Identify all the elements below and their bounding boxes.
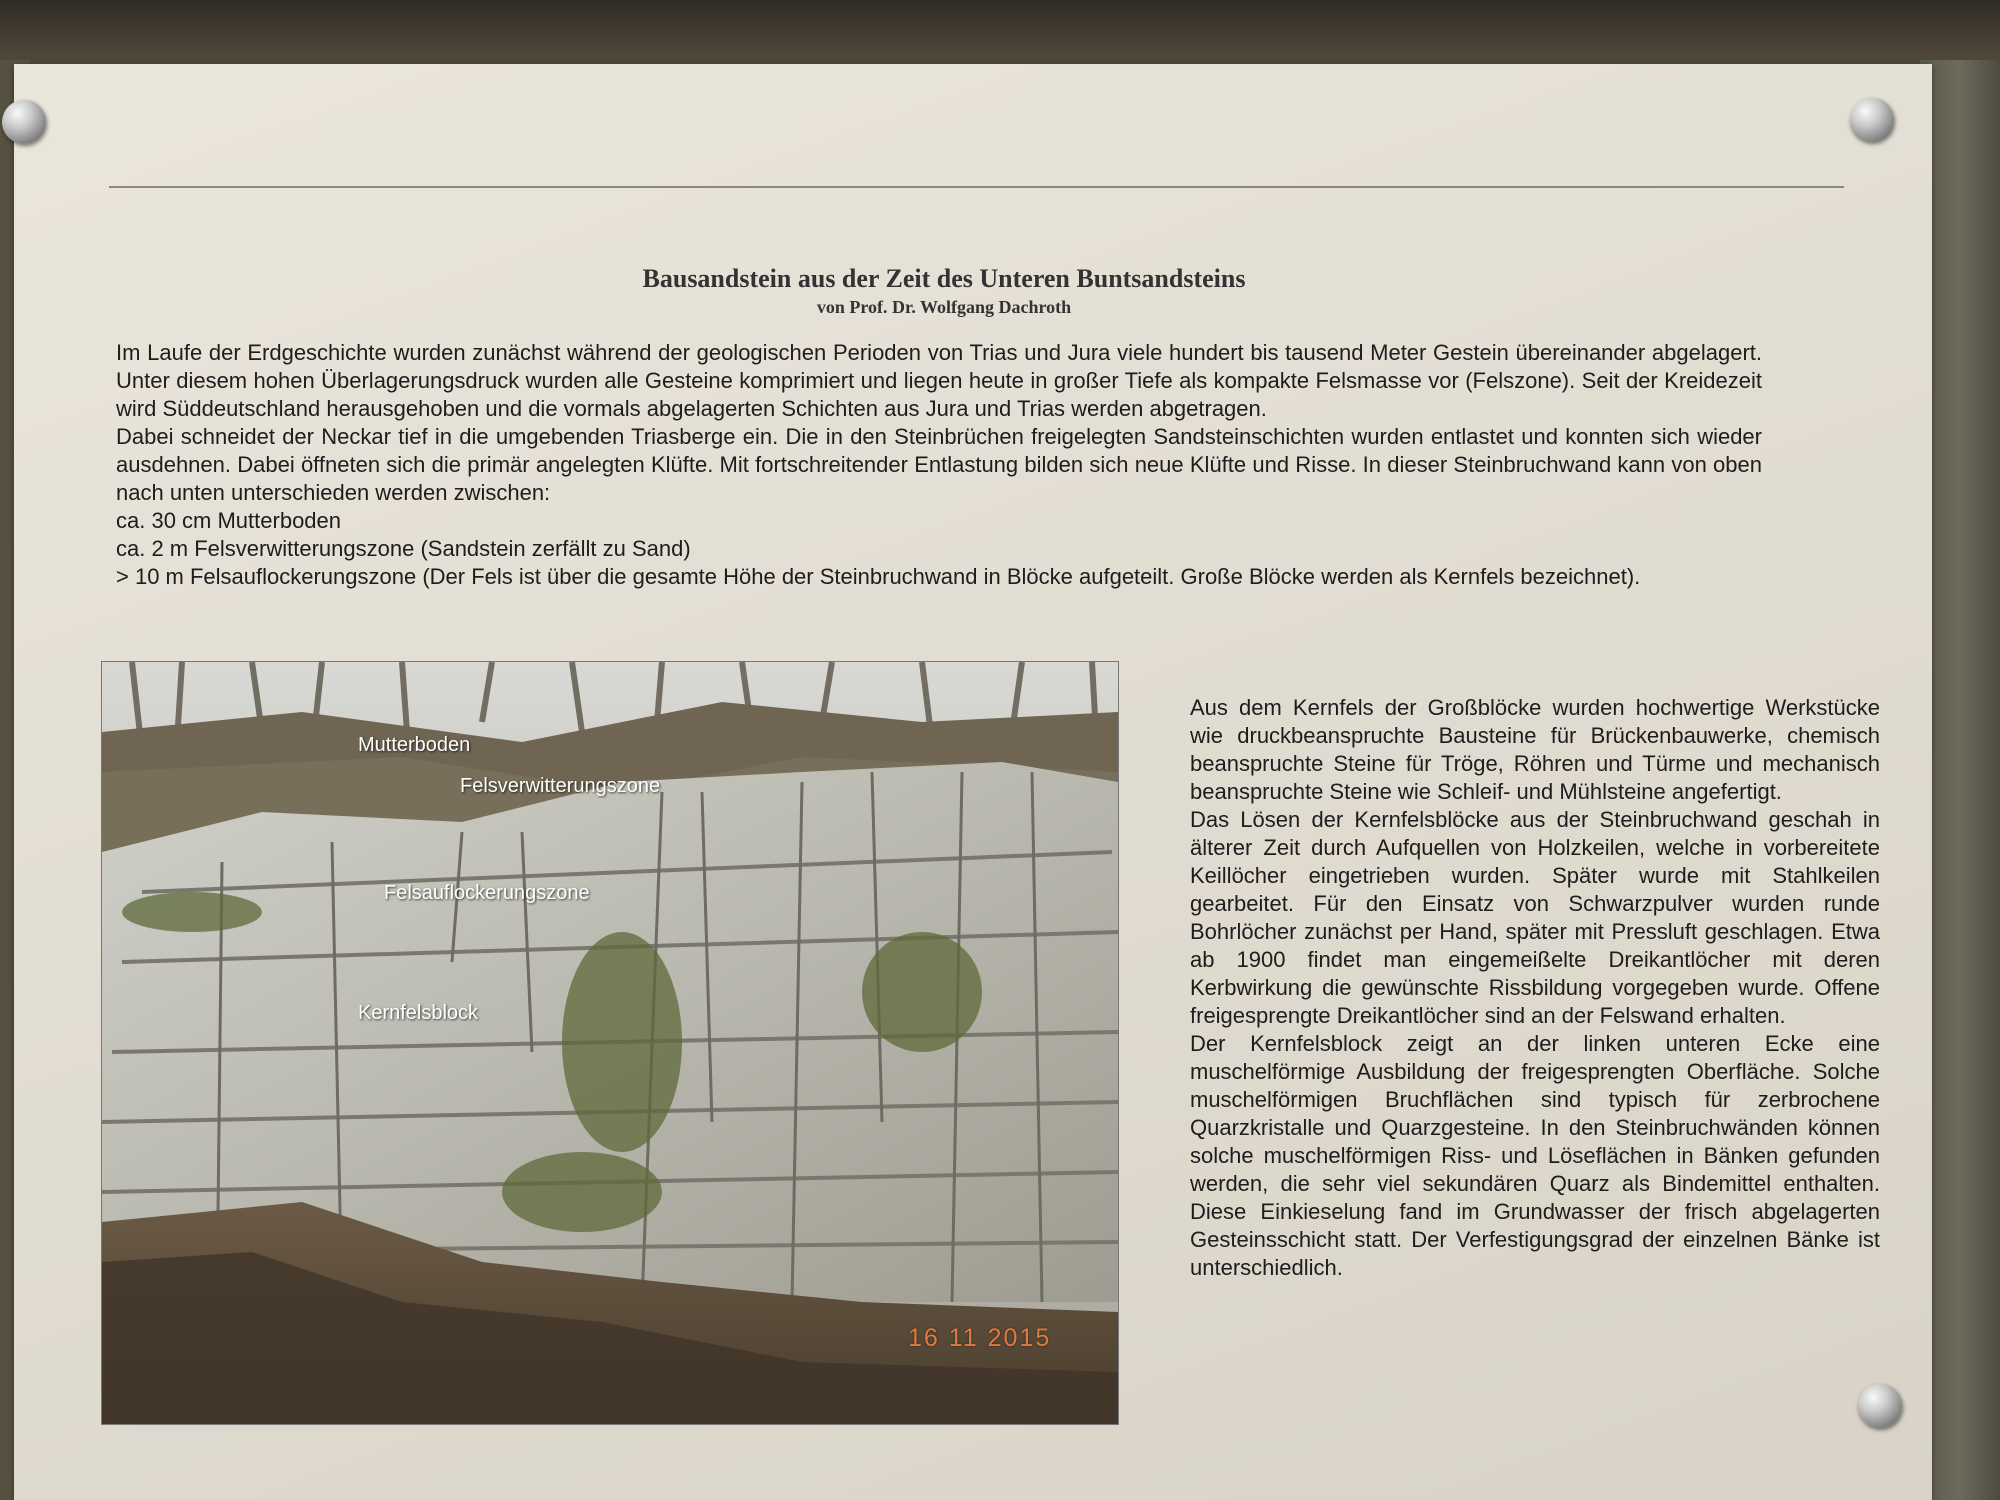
right-text-column	[1190, 694, 1880, 1282]
screw-top-right-icon	[1850, 98, 1894, 142]
photo-label-auflockerungszone: Felsauflockerungszone	[384, 882, 590, 904]
intro-paragraph-1: Im Laufe der Erdgeschichte wurden zunächst während der geologischen Perioden von Trias und Jura viele hundert bis tausend Meter Gestein übereinander abgelagert. Unter diesem hohen Überlagerungsdruck wurden alle Gesteine komprimiert und liegen heute in großer Tiefe als kompakte Felsmasse vor (Felszone). Seit der Kreidezeit wird Süddeutschland herausgehoben und die vormals abgelagerten Schichten aus Jura und Trias werden abgetragen.	[116, 340, 1762, 421]
screw-bottom-right-icon	[1858, 1384, 1902, 1428]
right-paragraph-1: Aus dem Kernfels der Großblöcke wurden hochwertige Werkstücke wie druckbeanspruchte Bausteine für Brückenbauwerke, chemisch beanspruchte Steine für Tröge, Röhren und Türme und mechanisch beanspruchte Steine wie Schleif- und Mühlsteine angefertigt.	[1190, 695, 1880, 804]
photo-date-stamp: 16 11 2015	[908, 1324, 1052, 1352]
intro-paragraph-2: Dabei schneidet der Neckar tief in die umgebenden Triasberge ein. Die in den Steinbrüchen freigelegten Sandsteinschichten wurden entlastet und konnten sich wieder ausdehnen. Dabei öffneten sich die primär angelegten Klüfte. Mit fortschreitender Entlastung bilden sich neue Klüfte und Risse. In dieser Steinbruchwand kann von oben nach unten unterschieden werden zwischen:	[116, 424, 1762, 505]
photo-label-verwitterungszone: Felsverwitterungszone	[460, 775, 661, 797]
quarry-wall-photo	[102, 662, 1118, 1424]
layer-list-item: > 10 m Felsauflockerungszone (Der Fels ist über die gesamte Höhe der Steinbruchwand in Blöcke aufgeteilt. Große Blöcke werden als Kernfels bezeichnet).	[116, 564, 1641, 589]
layer-list-item: ca. 30 cm Mutterboden	[116, 508, 342, 533]
photo-label-mutterboden: Mutterboden	[358, 734, 471, 756]
rock-background-right	[1920, 60, 2000, 1500]
info-sign-board	[14, 64, 1932, 1500]
photo-label-kernfelsblock: Kernfelsblock	[358, 1002, 479, 1024]
intro-text-block	[116, 339, 1762, 591]
top-divider-line	[109, 186, 1844, 188]
sign-subtitle: von Prof. Dr. Wolfgang Dachroth	[816, 297, 1072, 317]
sign-title: Bausandstein aus der Zeit des Unteren Buntsandsteins	[642, 264, 1246, 293]
right-paragraph-3: Der Kernfelsblock zeigt an der linken unteren Ecke eine muschelförmige Ausbildung der freigesprengten Oberfläche. Solche muschelförmigen Bruchflächen sind typisch für zerbrochene Quarzkristalle und Quarzgesteine. In den Steinbruchwänden können solche muschelförmigen Riss- und Löseflächen in Bänken gefunden werden, die sehr viel sekundären Quarz als Bindemittel enthalten. Diese Einkieselung fand im Grundwasser der frisch abgelagerten Gesteinsschicht statt. Der Verfestigungsgrad der einzelnen Bänke ist unterschiedlich.	[1190, 1031, 1880, 1280]
screw-top-left-icon	[2, 100, 46, 144]
right-paragraph-2: Das Lösen der Kernfelsblöcke aus der Steinbruchwand geschah in älterer Zeit durch Aufquellen von Holzkeilen, welche in vorbereitete Keillöcher eingetrieben wurden. Später wurde mit Stahlkeilen gearbeitet. Für den Einsatz von Schwarzpulver wurden runde Bohrlöcher zunächst per Hand, später mit Pressluft geschlagen. Etwa ab 1900 findet man eingemeißelte Dreikantlöcher mit deren Kerbwirkung die gewünschte Rissbildung vorgegeben wurde. Offene freigesprengte Dreikantlöcher sind an der Felswand erhalten.	[1190, 807, 1880, 1028]
layer-list-item: ca. 2 m Felsverwitterungszone (Sandstein zerfällt zu Sand)	[116, 536, 691, 561]
